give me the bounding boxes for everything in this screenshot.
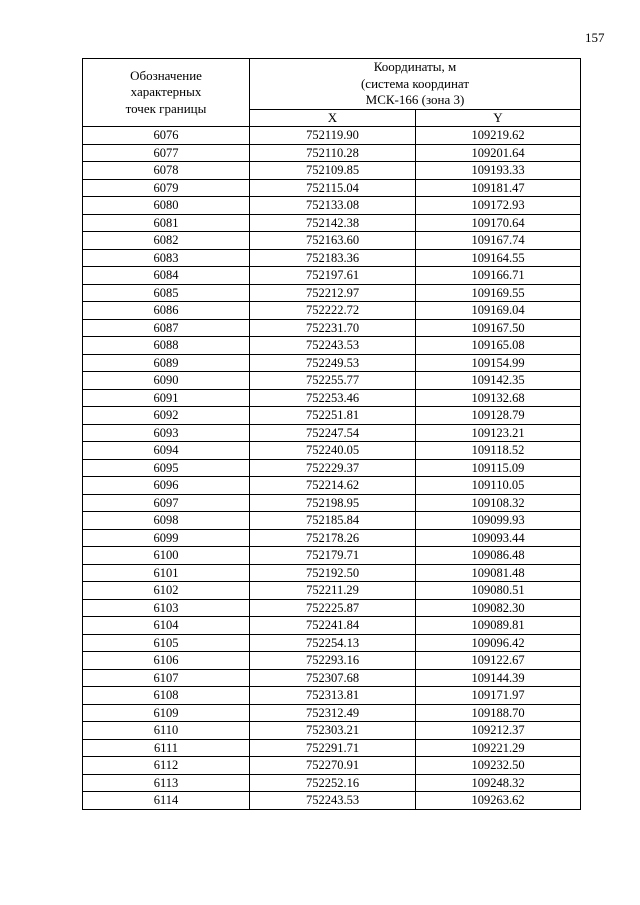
y-coordinate-cell: 109232.50: [416, 757, 581, 775]
table-row: [83, 127, 581, 145]
y-coordinate-cell: 109169.04: [416, 302, 581, 320]
y-coordinate-cell: 109122.67: [416, 652, 581, 670]
table-row: [83, 757, 581, 775]
table-row: [83, 512, 581, 530]
y-coordinate-cell: 109164.55: [416, 249, 581, 267]
y-coordinate-cell: 109171.97: [416, 687, 581, 705]
point-number-cell: 6101: [83, 564, 250, 582]
point-number-cell: 6112: [83, 757, 250, 775]
table-row: [83, 232, 581, 250]
table-row: [83, 284, 581, 302]
x-coordinate-cell: 752231.70: [250, 319, 416, 337]
table-row: [83, 634, 581, 652]
table-row: [83, 302, 581, 320]
point-number-cell: 6107: [83, 669, 250, 687]
table-row: [83, 687, 581, 705]
point-number-cell: 6088: [83, 337, 250, 355]
x-coordinate-cell: 752255.77: [250, 372, 416, 390]
table-row: [83, 424, 581, 442]
point-number-cell: 6113: [83, 774, 250, 792]
point-number-cell: 6098: [83, 512, 250, 530]
y-coordinate-cell: 109219.62: [416, 127, 581, 145]
y-coordinate-cell: 109201.64: [416, 144, 581, 162]
coordinates-header: Координаты, м (система координат МСК-166 (зона 3): [250, 59, 581, 110]
point-number-cell: 6106: [83, 652, 250, 670]
table-row: [83, 739, 581, 757]
point-number-cell: 6081: [83, 214, 250, 232]
y-coordinate-cell: 109181.47: [416, 179, 581, 197]
x-coordinate-cell: 752249.53: [250, 354, 416, 372]
table-row: [83, 669, 581, 687]
table-row: [83, 214, 581, 232]
point-number-cell: 6109: [83, 704, 250, 722]
table-body: [83, 127, 581, 810]
point-number-cell: 6077: [83, 144, 250, 162]
table-row: [83, 337, 581, 355]
x-coordinate-cell: 752212.97: [250, 284, 416, 302]
x-coordinate-cell: 752253.46: [250, 389, 416, 407]
page-number: 157: [585, 30, 605, 45]
point-number-cell: 6084: [83, 267, 250, 285]
table-row: [83, 477, 581, 495]
y-coordinate-cell: 109086.48: [416, 547, 581, 565]
y-coordinate-cell: 109089.81: [416, 617, 581, 635]
x-coordinate-cell: 752133.08: [250, 197, 416, 215]
x-coordinate-cell: 752252.16: [250, 774, 416, 792]
y-coordinate-cell: 109123.21: [416, 424, 581, 442]
point-number-cell: 6105: [83, 634, 250, 652]
table-row: [83, 792, 581, 810]
x-coordinate-cell: 752185.84: [250, 512, 416, 530]
x-coordinate-cell: 752247.54: [250, 424, 416, 442]
x-coordinate-cell: 752142.38: [250, 214, 416, 232]
x-coordinate-cell: 752110.28: [250, 144, 416, 162]
x-coordinate-cell: 752183.36: [250, 249, 416, 267]
table-row: [83, 564, 581, 582]
x-coordinate-cell: 752178.26: [250, 529, 416, 547]
point-number-cell: 6096: [83, 477, 250, 495]
point-number-cell: 6104: [83, 617, 250, 635]
table-row: [83, 249, 581, 267]
point-number-cell: 6099: [83, 529, 250, 547]
designation-header: Обозначение характерных точек границы: [83, 59, 250, 127]
table-row: [83, 774, 581, 792]
x-coordinate-cell: 752307.68: [250, 669, 416, 687]
x-coordinate-cell: 752198.95: [250, 494, 416, 512]
y-coordinate-cell: 109115.09: [416, 459, 581, 477]
x-coordinate-cell: 752192.50: [250, 564, 416, 582]
point-number-cell: 6094: [83, 442, 250, 460]
point-number-cell: 6111: [83, 739, 250, 757]
point-number-cell: 6083: [83, 249, 250, 267]
y-coordinate-cell: 109081.48: [416, 564, 581, 582]
y-column-header: Y: [416, 109, 581, 127]
x-coordinate-cell: 752163.60: [250, 232, 416, 250]
table-row: [83, 197, 581, 215]
table-row: [83, 179, 581, 197]
x-column-header: X: [250, 109, 416, 127]
x-coordinate-cell: 752312.49: [250, 704, 416, 722]
x-coordinate-cell: 752293.16: [250, 652, 416, 670]
table-row: [83, 617, 581, 635]
y-coordinate-cell: 109144.39: [416, 669, 581, 687]
x-coordinate-cell: 752243.53: [250, 337, 416, 355]
table-row: [83, 267, 581, 285]
x-coordinate-cell: 752214.62: [250, 477, 416, 495]
point-number-cell: 6114: [83, 792, 250, 810]
y-coordinate-cell: 109165.08: [416, 337, 581, 355]
x-coordinate-cell: 752119.90: [250, 127, 416, 145]
point-number-cell: 6082: [83, 232, 250, 250]
x-coordinate-cell: 752313.81: [250, 687, 416, 705]
point-number-cell: 6110: [83, 722, 250, 740]
header-row-main: [83, 59, 581, 110]
y-coordinate-cell: 109118.52: [416, 442, 581, 460]
table-row: [83, 389, 581, 407]
coordinates-table: [82, 58, 581, 810]
y-coordinate-cell: 109188.70: [416, 704, 581, 722]
x-coordinate-cell: 752222.72: [250, 302, 416, 320]
y-coordinate-cell: 109166.71: [416, 267, 581, 285]
point-number-cell: 6092: [83, 407, 250, 425]
table-row: [83, 547, 581, 565]
table-row: [83, 652, 581, 670]
point-number-cell: 6095: [83, 459, 250, 477]
point-number-cell: 6080: [83, 197, 250, 215]
x-coordinate-cell: 752240.05: [250, 442, 416, 460]
y-coordinate-cell: 109193.33: [416, 162, 581, 180]
x-coordinate-cell: 752251.81: [250, 407, 416, 425]
y-coordinate-cell: 109128.79: [416, 407, 581, 425]
table-row: [83, 704, 581, 722]
table-row: [83, 722, 581, 740]
y-coordinate-cell: 109142.35: [416, 372, 581, 390]
y-coordinate-cell: 109248.32: [416, 774, 581, 792]
y-coordinate-cell: 109212.37: [416, 722, 581, 740]
x-coordinate-cell: 752291.71: [250, 739, 416, 757]
x-coordinate-cell: 752254.13: [250, 634, 416, 652]
y-coordinate-cell: 109132.68: [416, 389, 581, 407]
y-coordinate-cell: 109093.44: [416, 529, 581, 547]
y-coordinate-cell: 109221.29: [416, 739, 581, 757]
table-row: [83, 494, 581, 512]
y-coordinate-cell: 109172.93: [416, 197, 581, 215]
point-number-cell: 6087: [83, 319, 250, 337]
point-number-cell: 6076: [83, 127, 250, 145]
table-row: [83, 354, 581, 372]
x-coordinate-cell: 752229.37: [250, 459, 416, 477]
y-coordinate-cell: 109167.50: [416, 319, 581, 337]
y-coordinate-cell: 109263.62: [416, 792, 581, 810]
x-coordinate-cell: 752303.21: [250, 722, 416, 740]
table-row: [83, 319, 581, 337]
table-header: [83, 59, 581, 127]
point-number-cell: 6093: [83, 424, 250, 442]
y-coordinate-cell: 109108.32: [416, 494, 581, 512]
point-number-cell: 6079: [83, 179, 250, 197]
x-coordinate-cell: 752197.61: [250, 267, 416, 285]
point-number-cell: 6103: [83, 599, 250, 617]
y-coordinate-cell: 109167.74: [416, 232, 581, 250]
y-coordinate-cell: 109082.30: [416, 599, 581, 617]
table-row: [83, 372, 581, 390]
point-number-cell: 6086: [83, 302, 250, 320]
point-number-cell: 6091: [83, 389, 250, 407]
point-number-cell: 6085: [83, 284, 250, 302]
x-coordinate-cell: 752241.84: [250, 617, 416, 635]
x-coordinate-cell: 752270.91: [250, 757, 416, 775]
x-coordinate-cell: 752211.29: [250, 582, 416, 600]
table-row: [83, 162, 581, 180]
point-number-cell: 6108: [83, 687, 250, 705]
y-coordinate-cell: 109080.51: [416, 582, 581, 600]
table-row: [83, 407, 581, 425]
y-coordinate-cell: 109099.93: [416, 512, 581, 530]
y-coordinate-cell: 109110.05: [416, 477, 581, 495]
point-number-cell: 6090: [83, 372, 250, 390]
x-coordinate-cell: 752109.85: [250, 162, 416, 180]
x-coordinate-cell: 752115.04: [250, 179, 416, 197]
point-number-cell: 6100: [83, 547, 250, 565]
x-coordinate-cell: 752225.87: [250, 599, 416, 617]
table-row: [83, 582, 581, 600]
point-number-cell: 6089: [83, 354, 250, 372]
y-coordinate-cell: 109154.99: [416, 354, 581, 372]
y-coordinate-cell: 109170.64: [416, 214, 581, 232]
table-row: [83, 529, 581, 547]
x-coordinate-cell: 752243.53: [250, 792, 416, 810]
table-row: [83, 144, 581, 162]
point-number-cell: 6102: [83, 582, 250, 600]
table-row: [83, 459, 581, 477]
y-coordinate-cell: 109169.55: [416, 284, 581, 302]
y-coordinate-cell: 109096.42: [416, 634, 581, 652]
x-coordinate-cell: 752179.71: [250, 547, 416, 565]
point-number-cell: 6097: [83, 494, 250, 512]
table-row: [83, 599, 581, 617]
point-number-cell: 6078: [83, 162, 250, 180]
table-row: [83, 442, 581, 460]
